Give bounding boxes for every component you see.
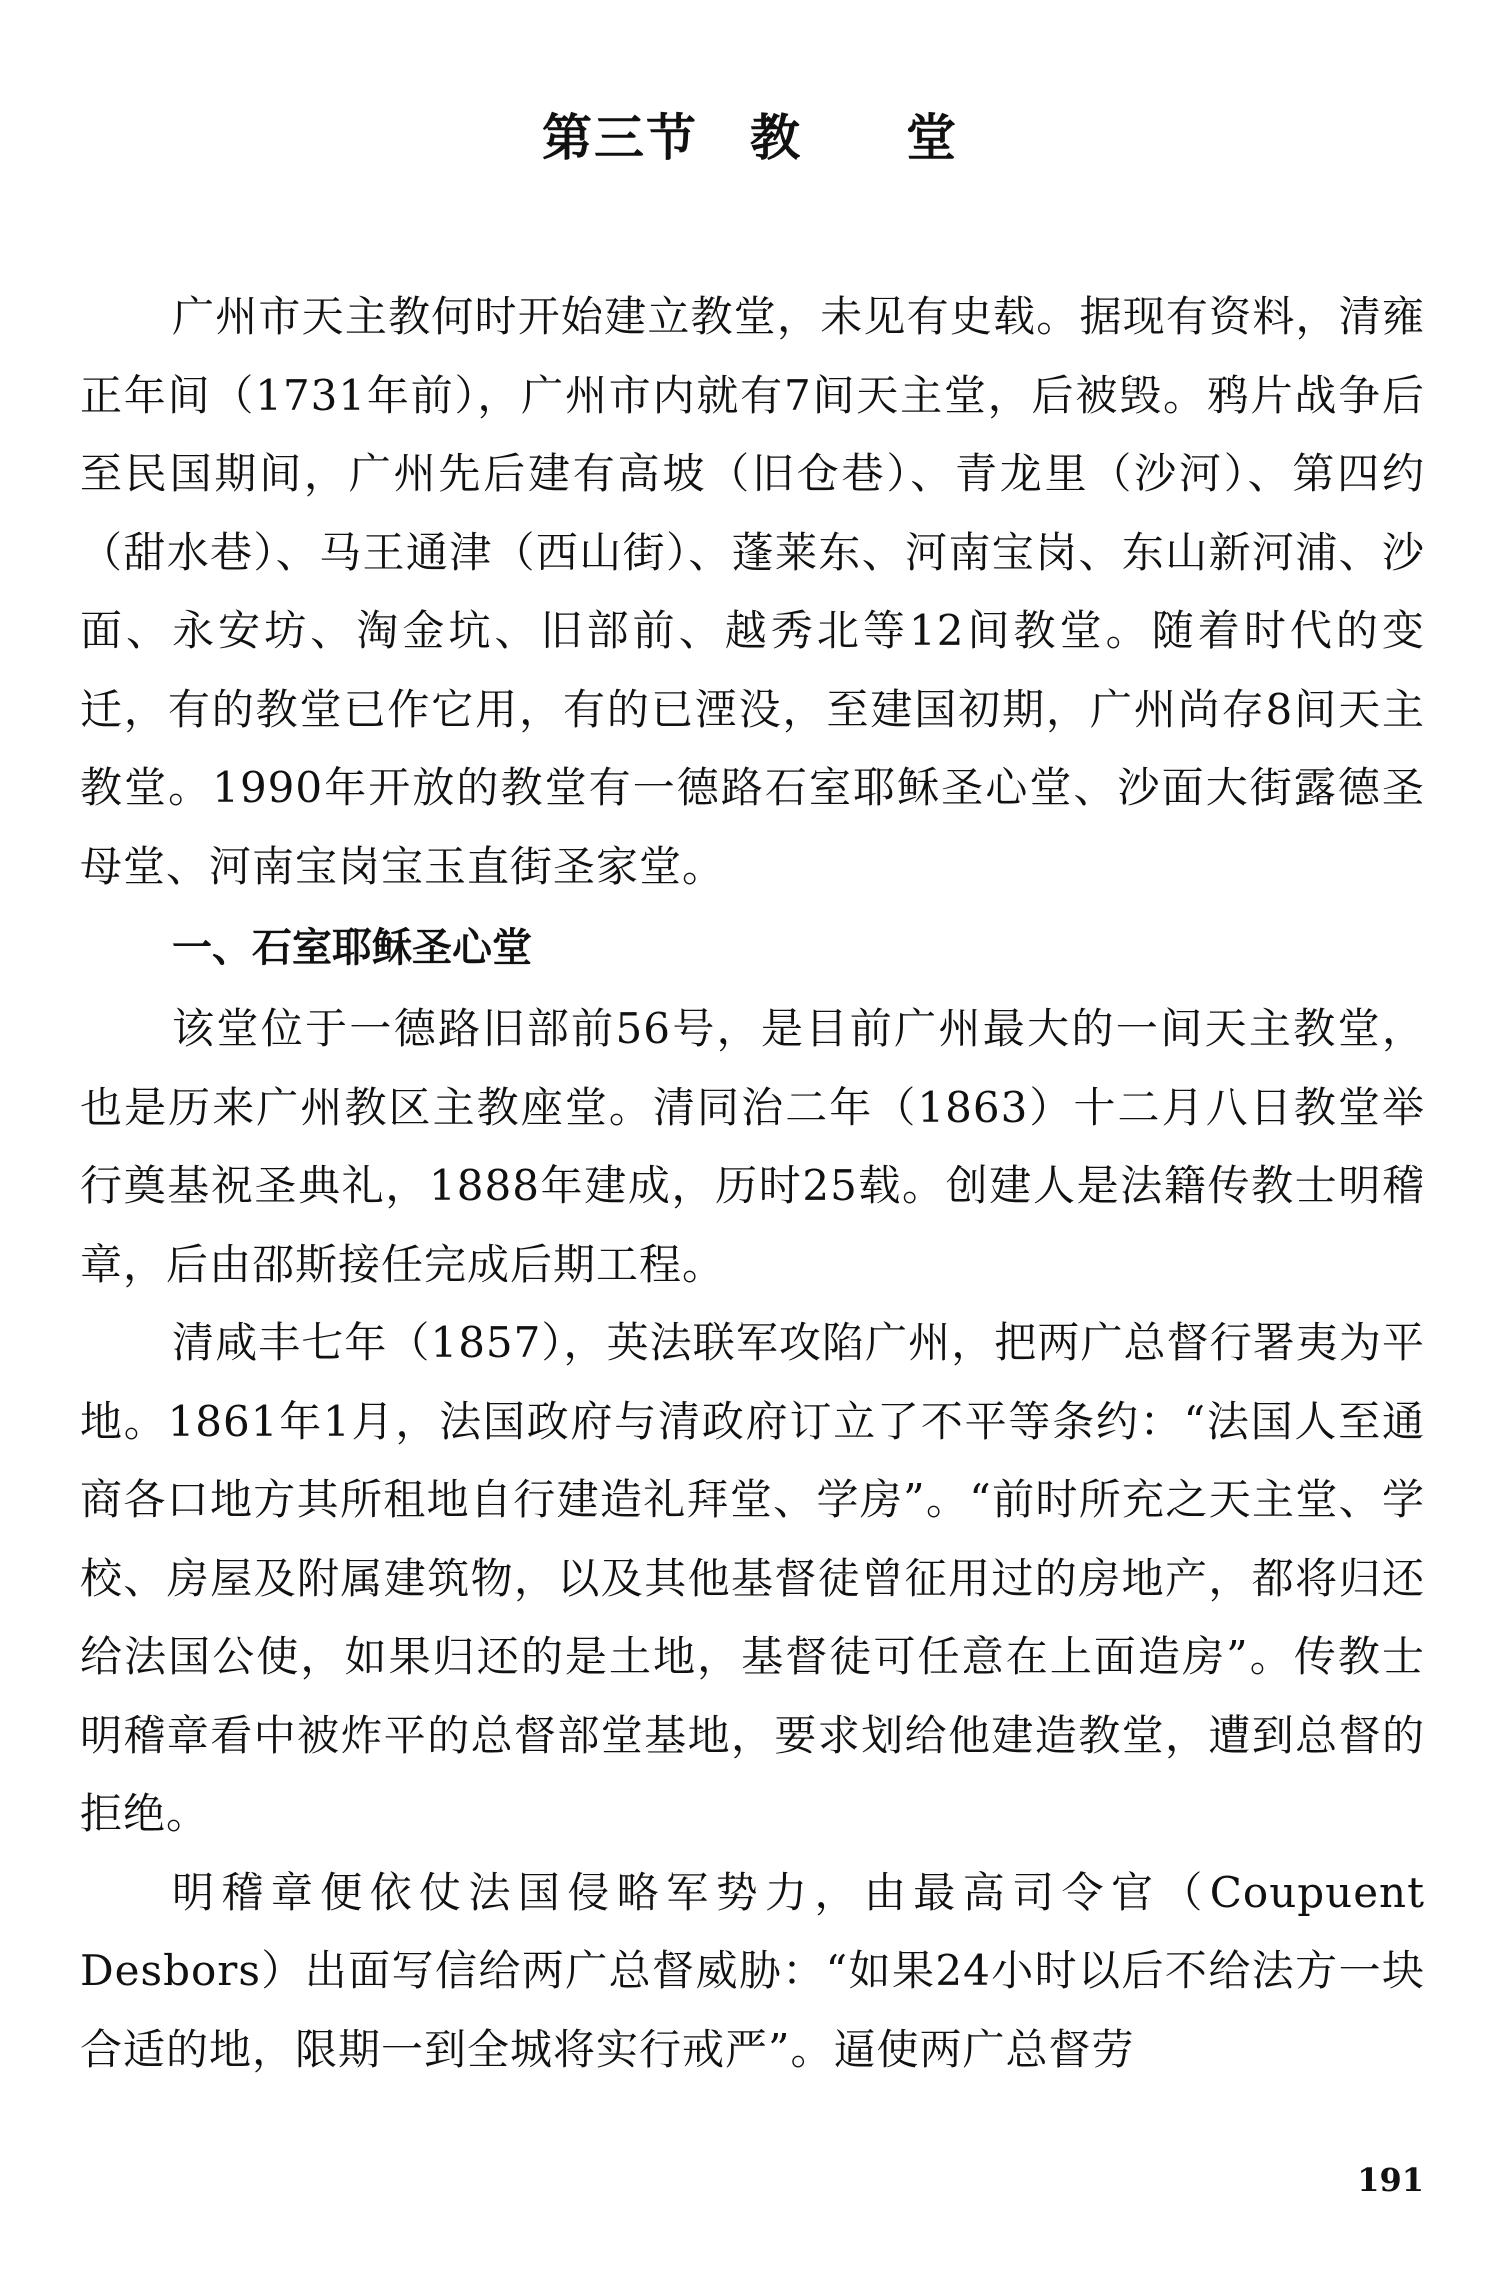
paragraph-intro: 广州市天主教何时开始建立教堂，未见有史载。据现有资料，清雍正年间（1731年前），广州市内就有7间天主堂，后被毁。鸦片战争后至民国期间，广州先后建有高坡（旧仓巷）、青龙里（沙河）、第四约（甜水巷）、马王通津（西山街）、蓬莱东、河南宝岗、东山新河浦、沙面、永安坊、淘金坑、旧部前、越秀北等12间教堂。随着时代的变迁，有的教堂已作它用，有的已湮没，至建国初期，广州尚存8间天主教堂。1990年开放的教堂有一德路石室耶稣圣心堂、沙面大街露德圣母堂、河南宝岗宝玉直街圣家堂。 [80, 292, 1425, 891]
section-title: 第三节 教 堂 [542, 109, 958, 167]
page-number: 191 [1357, 2161, 1424, 2199]
paragraph-history-1857: 清咸丰七年（1857），英法联军攻陷广州，把两广总督行署夷为平地。1861年1月，法国政府与清政府订立了不平等条约：“法国人至通商各口地方其所租地自行建造礼拜堂、学房”。“前时所充之天主堂、学校、房屋及附属建筑物，以及其他基督徒曾征用过的房地产，都将归还给法国公使，如果归还的是土地，基督徒可任意在上面造房”。传教士明稽章看中被炸平的总督部堂基地，要求划给他建造教堂，遭到总督的拒绝。 [80, 1318, 1425, 1838]
paragraph-history-threat: 明稽章便依仗法国侵略军势力，由最高司令官（Coupuent Desbors）出面写信给两广总督威胁：“如果24小时以后不给法方一块合适的地，限期一到全城将实行戒严”。逼使两广总督劳 [80, 1867, 1425, 2074]
paragraph-church-location: 该堂位于一德路旧部前56号，是目前广州最大的一间天主教堂，也是历来广州教区主教座堂。清同治二年（1863）十二月八日教堂举行奠基祝圣典礼，1888年建成，历时25载。创建人是法籍传教士明稽章，后由邵斯接任完成后期工程。 [80, 1004, 1425, 1289]
subheading-shishi-church: 一、石室耶稣圣心堂 [172, 925, 532, 971]
body-text [80, 278, 1425, 2089]
